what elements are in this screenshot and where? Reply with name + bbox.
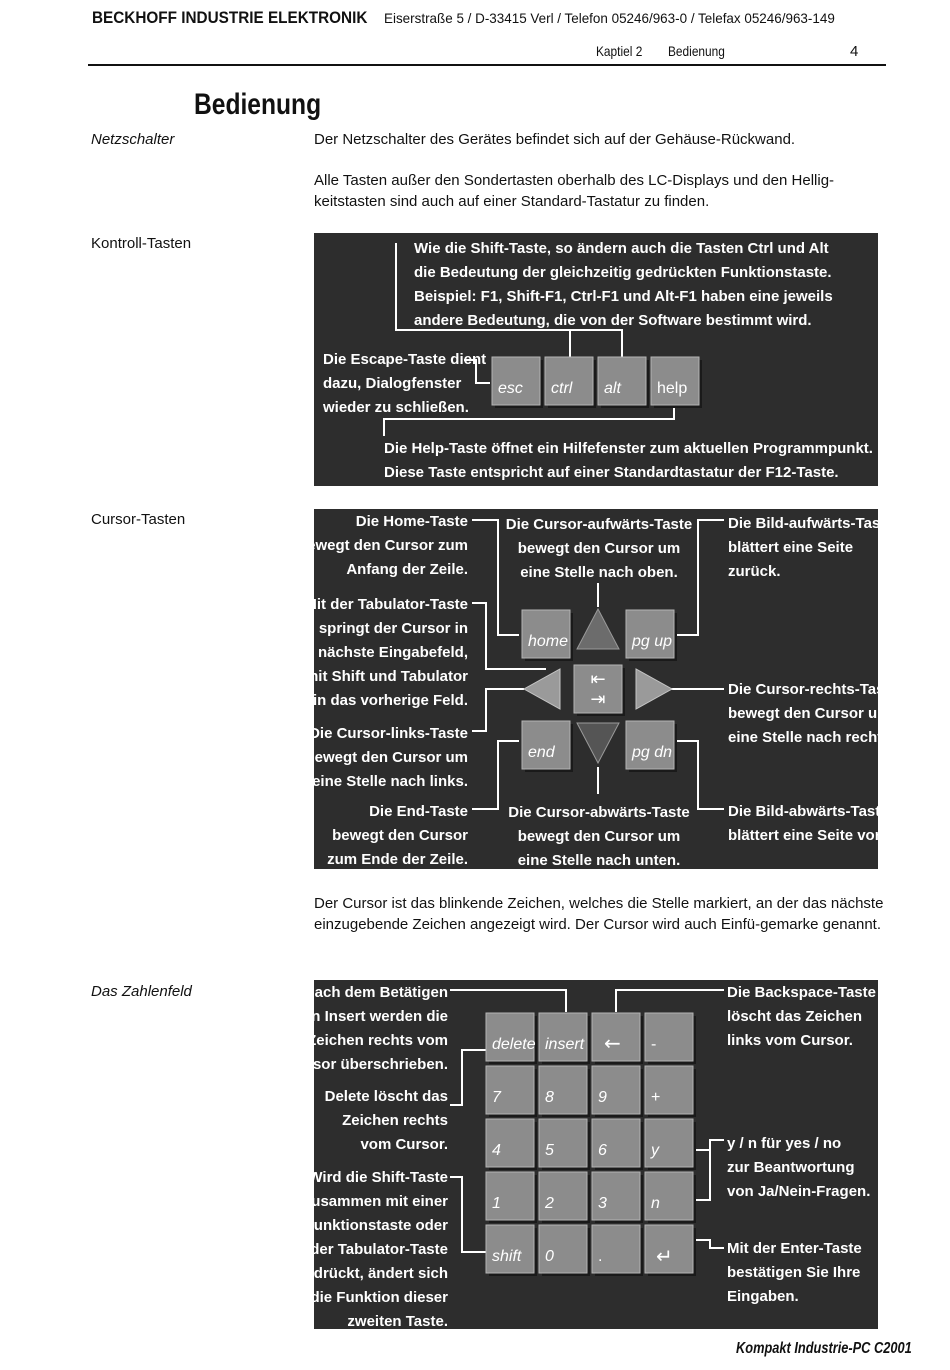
key-esc-label: esc (498, 380, 523, 397)
key-pg-dn-label: pg dn (632, 744, 673, 761)
note-shift-ctrl-alt: Wie die Shift-Taste, so ändern auch die Tasten Ctrl und Alt die Bedeutung der gleichzeitig gedrückten Funktionstaste. Beispiel: F1, Shift-F1, Ctrl-F1 und Alt-F1 haben eine jeweils andere Bedeutung, die von der Software bestimmt wird. (414, 240, 833, 329)
key-pg-up-label: pg up (632, 633, 673, 650)
key-0-label: 0 (545, 1248, 554, 1265)
tab-back-icon: ⇤ (590, 669, 606, 690)
key-6-label: 6 (598, 1142, 607, 1159)
note-tab: Mit der Tabulator-Taste springt der Cursor in das nächste Eingabefeld, mit Shift und Tabulator in das vorherige Feld. (287, 596, 468, 709)
pointer-line (450, 1050, 486, 1105)
tab-forward-icon: ⇥ (590, 689, 606, 710)
note-cursor-right: Die Cursor-rechts-Taste bewegt den Cursor um eine Stelle nach rechts. (728, 681, 898, 746)
key-dot-label: . (598, 1248, 603, 1265)
key-minus-label: - (651, 1036, 657, 1053)
company-address: Eiserstraße 5 / D-33415 Verl / Telefon 05246/963-0 / Telefax 05246/963-149 (384, 10, 835, 26)
note-insert: Nach dem Betätigen von Insert werden die Zeichen rechts vom Cursor überschrieben. (287, 984, 448, 1073)
arrow-right-key-icon (636, 669, 672, 709)
key-alt-label: alt (604, 380, 621, 397)
pointer-line (472, 520, 519, 635)
key-shift-label: shift (492, 1248, 522, 1265)
paragraph-cursor: Der Cursor ist das blinkende Zeichen, welches die Stelle markiert, an der das nächste einzugebende Zeichen angezeigt wird. Der Cursor wird auch Einfü-gemarke genannt. (314, 895, 884, 933)
key-y-label: y (651, 1142, 659, 1159)
section-title: Bedienung (194, 88, 322, 121)
key-end-label: end (528, 744, 555, 761)
pointer-line (472, 741, 519, 809)
key-n-label: n (651, 1195, 660, 1212)
side-label-kontroll: Kontroll-Tasten (91, 235, 192, 252)
note-shift: Wird die Shift-Taste zusammen mit einer Funktionstaste oder der Tabulator-Taste gedrückt, ändert sich die Funktion dieser zweiten Taste. (296, 1169, 448, 1330)
key-plus-label: + (651, 1089, 661, 1106)
arrow-up-key-icon (577, 609, 619, 649)
key-1-label: 1 (492, 1195, 501, 1212)
chapter-title: Bedienung (668, 43, 725, 59)
numpad-figure (287, 980, 878, 1330)
note-delete: Delete löscht das Zeichen rechts vom Cursor. (324, 1088, 448, 1153)
pointer-line (450, 990, 566, 1012)
brand-logo-text: BECKHOFF INDUSTRIE ELEKTRONIK (92, 8, 368, 27)
kontroll-keys-figure (314, 233, 878, 486)
pointer-line (450, 1177, 486, 1252)
arrow-down-key-icon (577, 723, 619, 763)
key-5-label: 5 (545, 1142, 554, 1159)
cursor-keys-figure (287, 509, 898, 869)
header-rule (88, 64, 886, 66)
key-8-label: 8 (545, 1089, 554, 1106)
footer-product-name: Kompakt Industrie-PC C2001 (736, 1340, 912, 1357)
note-backspace: Die Backspace-Taste löscht das Zeichen links vom Cursor. (727, 984, 876, 1049)
enter-icon: ↵ (656, 1244, 673, 1268)
backspace-icon: ← (604, 1031, 621, 1055)
cursor-keys-panel (287, 509, 898, 869)
note-yes-no: y / n für yes / no zur Beantwortung von Ja/Nein-Fragen. (727, 1135, 871, 1200)
paragraph-tasten: Alle Tasten außer den Sondertasten oberhalb des LC-Displays und den Hellig-keitstasten sind auch auf einer Standard-Tastatur zu finden. (314, 172, 835, 210)
key-home-label: home (528, 633, 569, 650)
arrow-left-key-icon (524, 669, 560, 709)
side-label-netzschalter: Netzschalter (91, 131, 175, 148)
note-cursor-up: Die Cursor-aufwärts-Taste bewegt den Cursor um eine Stelle nach oben. (505, 516, 693, 581)
key-ctrl-label: ctrl (551, 380, 573, 397)
paragraph-netzschalter: Der Netzschalter des Gerätes befindet sich auf der Gehäuse-Rückwand. (314, 131, 796, 148)
note-escape: Die Escape-Taste dient dazu, Dialogfenster wieder zu schließen. (323, 351, 487, 416)
note-page-down: Die Bild-abwärts-Taste blättert eine Seite vor. (728, 803, 889, 844)
note-cursor-left: Die Cursor-links-Taste bewegt den Cursor um eine Stelle nach links. (305, 725, 468, 790)
note-help: Die Help-Taste öffnet ein Hilfefenster zum aktuellen Programmpunkt. Diese Taste entspricht auf einer Standardtastatur der F12-Taste. (384, 440, 873, 481)
pointer-line (472, 689, 524, 731)
chapter-label: Kaptiel 2 (596, 43, 643, 59)
numpad-panel (287, 980, 878, 1330)
key-help-label: help (657, 380, 688, 397)
key-7-label: 7 (492, 1089, 501, 1106)
key-4-label: 4 (492, 1142, 501, 1159)
key-9-label: 9 (598, 1089, 607, 1106)
note-cursor-down: Die Cursor-abwärts-Taste bewegt den Cursor um eine Stelle nach unten. (508, 804, 690, 869)
key-3-label: 3 (598, 1195, 607, 1212)
kontroll-keys-panel (314, 233, 878, 486)
key-insert-label: insert (545, 1036, 585, 1053)
pointer-line (676, 741, 724, 809)
note-end: Die End-Taste bewegt den Cursor zum Ende der Zeile. (327, 803, 468, 868)
pointer-line (676, 520, 724, 635)
note-page-up: Die Bild-aufwärts-Taste blättert eine Seite zurück. (728, 515, 894, 580)
page-number: 4 (850, 43, 859, 60)
side-label-cursor: Cursor-Tasten (91, 511, 186, 528)
note-home: Die Home-Taste bewegt den Cursor zum Anfang der Zeile. (297, 513, 468, 578)
key-delete-label: delete (492, 1036, 536, 1053)
side-label-zahlenfeld: Das Zahlenfeld (91, 983, 192, 1000)
note-enter: Mit der Enter-Taste bestätigen Sie Ihre Eingaben. (727, 1240, 862, 1305)
pointer-line (616, 990, 724, 1012)
key-2-label: 2 (545, 1195, 554, 1212)
